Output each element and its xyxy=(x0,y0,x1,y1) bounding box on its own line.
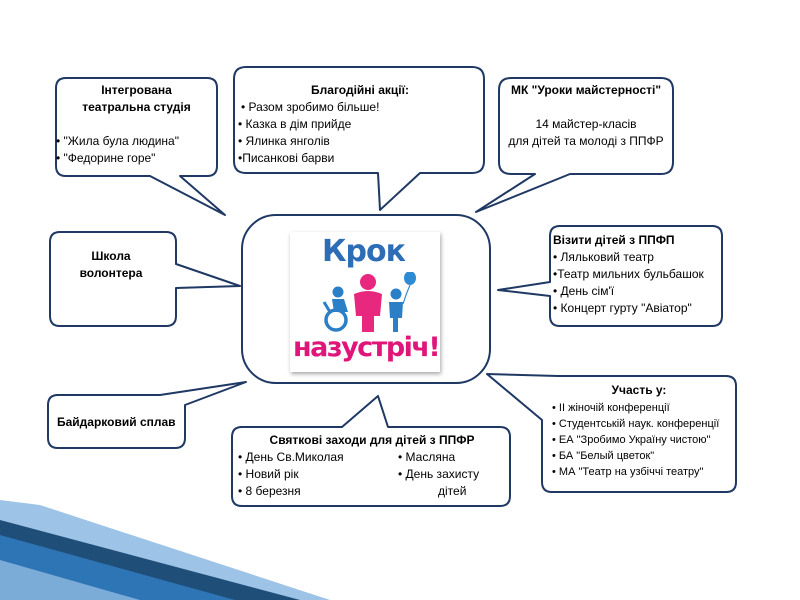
theatre-list xyxy=(56,133,179,167)
logo-title-top: Крок xyxy=(322,234,405,269)
participation-content xyxy=(542,382,736,399)
list-item: • Ялинка янголів xyxy=(238,133,482,150)
visits-content xyxy=(553,232,704,317)
people-figures-icon xyxy=(310,272,420,334)
krok-nazustrich-logo xyxy=(290,232,440,372)
master-line2: для дітей та молоді з ППФР xyxy=(508,134,664,148)
kayak-label: Байдарковий сплав xyxy=(57,415,176,429)
list-item: • Студентській наук. конференції xyxy=(552,416,719,432)
list-item: • День захисту xyxy=(398,466,479,483)
participation-title: Участь у: xyxy=(611,383,667,397)
holidays-left-list xyxy=(238,449,344,500)
list-item: • ЕА "Зробимо Україну чистою" xyxy=(552,432,719,448)
list-item: • День Св.Миколая xyxy=(238,449,344,466)
volunteer-content xyxy=(56,248,166,282)
list-item-continuation: дітей xyxy=(438,484,467,498)
theatre-title xyxy=(56,82,217,116)
theatre-title-line1: Інтегрована xyxy=(101,83,172,97)
list-item: • Театр мильних бульбашок xyxy=(553,266,704,283)
list-item: • ІІ жіночій конференції xyxy=(552,400,719,416)
list-item: • Казка в дім прийде xyxy=(238,116,482,133)
list-item: • БА "Белый цветок" xyxy=(552,448,719,464)
kayak-content xyxy=(57,414,176,431)
list-item: • 8 березня xyxy=(238,483,344,500)
list-item: • "Федорине горе" xyxy=(56,150,179,167)
charity-content xyxy=(238,82,482,167)
master-line1: 14 майстер-класів xyxy=(535,117,637,131)
list-item: • "Жила була людина" xyxy=(56,133,179,150)
list-item: • Масляна xyxy=(398,449,479,466)
list-item: • МА "Театр на узбіччі театру" xyxy=(552,464,719,480)
list-item: • Концерт гурту "Авіатор" xyxy=(553,300,704,317)
holidays-right-list xyxy=(398,449,479,500)
charity-title: Благодійні акції: xyxy=(311,83,409,97)
participation-list xyxy=(552,400,719,480)
list-item: • Ляльковий театр xyxy=(553,249,704,266)
decorative-ribbon xyxy=(0,500,330,600)
list-item: • Новий рік xyxy=(238,466,344,483)
theatre-title-line2: театральна студія xyxy=(82,100,191,114)
master-content xyxy=(499,82,673,150)
volunteer-line1: Школа xyxy=(91,249,131,263)
holidays-title: Святкові заходи для дітей з ППФР xyxy=(269,433,475,447)
visits-title: Візити дітей з ППФП xyxy=(553,233,675,247)
list-item: • Разом зробимо більше! xyxy=(241,100,379,114)
list-item: • День сім'ї xyxy=(553,283,704,300)
holidays-content xyxy=(238,432,506,449)
list-item: • Писанкові барви xyxy=(238,150,482,167)
volunteer-line2: волонтера xyxy=(79,266,143,280)
master-title: МК "Уроки майстерності" xyxy=(510,83,662,97)
logo-title-bottom: назустріч! xyxy=(293,332,440,363)
